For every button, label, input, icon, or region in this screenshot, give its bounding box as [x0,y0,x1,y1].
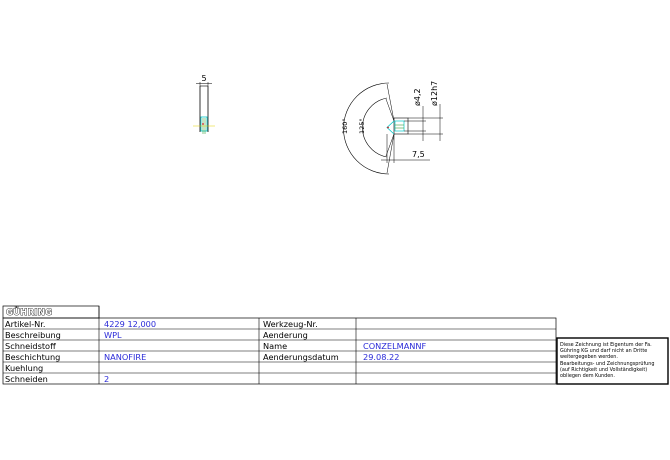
side-view-red-mark [202,123,204,125]
front-view [341,81,443,174]
value-beschichtung: NANOFIRE [104,352,147,362]
notice-line-5: (auf Richtigkeit und Vollständigkeit) [560,367,648,373]
value-beschreibung: WPL [104,330,122,340]
title-block [3,306,556,384]
label-aenderung: Aenderung [263,330,308,340]
notice-line-6: obliegen dem Kunden. [560,373,615,379]
angle-125-leader-top [386,99,394,121]
value-artikel-nr: 4229 12,000 [104,319,157,329]
tool-red-mark [387,127,389,129]
value-schneiden: 2 [104,374,110,384]
label-artikel-nr: Artikel-Nr. [5,319,46,329]
tool-insert-outline [395,121,404,131]
label-beschichtung: Beschichtung [5,352,61,362]
ownership-notice [557,338,668,384]
label-name: Name [263,341,288,351]
dim-angle-160: 160° [341,118,349,134]
guehring-logo: GÜHRING [6,308,53,318]
angle-160-leader-bottom [387,134,394,173]
dim-length-7-5: 7,5 [412,150,425,159]
label-schneiden: Schneiden [5,374,48,384]
side-view [193,74,215,134]
notice-line-1: Diese Zeichnung ist Eigentum der Fa. [560,342,652,348]
label-beschreibung: Beschreibung [5,330,61,340]
label-schneidstoff: Schneidstoff [5,341,56,351]
label-werkzeug-nr: Werkzeug-Nr. [263,319,318,329]
angle-160-arc [344,83,390,174]
side-view-insert [201,117,207,131]
angle-160-leader-top [387,84,394,121]
value-aenderungsdatum: 29.08.22 [363,352,400,362]
dim-width-5: 5 [201,74,207,83]
tool-body [394,118,408,134]
dim-dia-12h7: ø12h7 [430,80,439,106]
value-name: CONZELMANNF [363,341,427,351]
angle-125-arc [362,98,387,157]
label-aenderungsdatum: Aenderungsdatum [263,352,339,362]
notice-line-3: weitergegeben werden. [560,354,618,360]
dim-angle-125: 125° [358,118,366,134]
notice-line-4: Bearbeitungs- und Zeichnungsprüfung [560,361,655,367]
label-kuehlung: Kuehlung [5,363,44,373]
notice-line-2: Gühring KG und darf nicht an Dritte [560,348,648,354]
dim-dia-4-2: ø4,2 [413,88,422,106]
